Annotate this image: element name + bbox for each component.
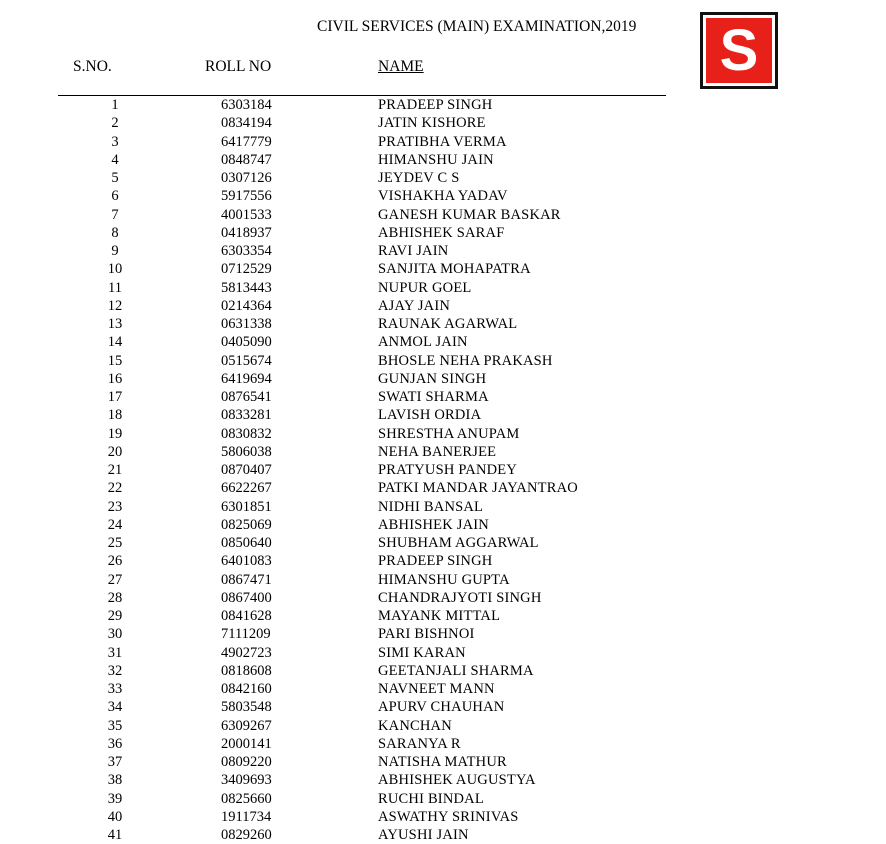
table-row bbox=[0, 625, 886, 643]
table-row bbox=[0, 114, 886, 132]
row-roll-no: 0809220 bbox=[221, 754, 272, 770]
row-sno: 8 bbox=[111, 224, 119, 241]
row-roll-no: 5806038 bbox=[221, 443, 272, 460]
row-sno: 17 bbox=[107, 389, 123, 405]
row-name: RAUNAK AGARWAL bbox=[378, 316, 518, 332]
row-name: SARANYA R bbox=[378, 735, 461, 752]
table-row bbox=[0, 242, 886, 260]
row-sno: 26 bbox=[107, 553, 123, 570]
row-name: SHRESTHA ANUPAM bbox=[378, 425, 520, 442]
row-sno: 5 bbox=[111, 170, 119, 186]
row-roll-no: 4001533 bbox=[221, 206, 272, 223]
row-name: NATISHA MATHUR bbox=[378, 754, 507, 770]
row-sno: 40 bbox=[107, 808, 123, 825]
row-sno: 9 bbox=[111, 243, 119, 259]
row-roll-no: 3409693 bbox=[221, 772, 272, 789]
row-roll-no: 0833281 bbox=[221, 407, 272, 424]
row-sno: 6 bbox=[111, 188, 119, 205]
row-name: NUPUR GOEL bbox=[378, 279, 472, 296]
row-name: NAVNEET MANN bbox=[378, 681, 495, 697]
table-row bbox=[0, 461, 886, 479]
row-name: CHANDRAJYOTI SINGH bbox=[378, 589, 542, 606]
row-roll-no: 0214364 bbox=[221, 297, 272, 314]
row-roll-no: 0842160 bbox=[221, 681, 272, 697]
row-name: PRATYUSH PANDEY bbox=[378, 462, 518, 478]
row-name: PRATIBHA VERMA bbox=[378, 133, 507, 150]
row-roll-no: 0834194 bbox=[221, 115, 272, 132]
table-row bbox=[0, 151, 886, 169]
row-roll-no: 0515674 bbox=[221, 352, 272, 369]
row-name: APURV CHAUHAN bbox=[378, 699, 505, 716]
table-row bbox=[0, 571, 886, 589]
row-name: AJAY JAIN bbox=[378, 297, 451, 314]
table-row bbox=[0, 370, 886, 388]
row-sno: 20 bbox=[107, 443, 123, 460]
row-name: GUNJAN SINGH bbox=[378, 370, 487, 387]
table-row bbox=[0, 169, 886, 187]
row-roll-no: 6301851 bbox=[221, 498, 272, 515]
table-row bbox=[0, 406, 886, 424]
table-row bbox=[0, 826, 886, 844]
row-sno: 10 bbox=[107, 261, 123, 278]
row-roll-no: 6622267 bbox=[221, 480, 272, 497]
row-sno: 36 bbox=[107, 735, 123, 752]
row-sno: 29 bbox=[107, 608, 123, 624]
row-name: ANMOL JAIN bbox=[378, 334, 468, 351]
row-roll-no: 6303354 bbox=[221, 243, 272, 259]
row-name: VISHAKHA YADAV bbox=[378, 188, 508, 205]
column-header-sno: S.NO. bbox=[73, 58, 112, 75]
table-row bbox=[0, 315, 886, 333]
row-sno: 11 bbox=[108, 279, 122, 296]
row-sno: 7 bbox=[111, 206, 119, 223]
logo-letter: S bbox=[706, 18, 772, 83]
row-roll-no: 0712529 bbox=[221, 261, 272, 278]
row-roll-no: 0818608 bbox=[221, 662, 272, 679]
row-sno: 33 bbox=[107, 681, 123, 697]
row-roll-no: 5917556 bbox=[221, 188, 272, 205]
row-name: AYUSHI JAIN bbox=[378, 827, 469, 843]
row-roll-no: 0867400 bbox=[221, 589, 272, 606]
row-sno: 28 bbox=[107, 589, 123, 606]
row-roll-no: 0418937 bbox=[221, 224, 272, 241]
row-sno: 15 bbox=[107, 352, 123, 369]
row-roll-no: 0830832 bbox=[221, 425, 272, 442]
row-roll-no: 2000141 bbox=[221, 735, 272, 752]
row-sno: 21 bbox=[107, 462, 123, 478]
row-name: LAVISH ORDIA bbox=[378, 407, 482, 424]
table-row bbox=[0, 498, 886, 516]
row-sno: 39 bbox=[107, 790, 123, 807]
row-name: BHOSLE NEHA PRAKASH bbox=[378, 352, 553, 369]
table-row bbox=[0, 662, 886, 680]
row-sno: 34 bbox=[107, 699, 123, 716]
row-roll-no: 0829260 bbox=[221, 827, 272, 843]
row-roll-no: 6401083 bbox=[221, 553, 272, 570]
row-roll-no: 0850640 bbox=[221, 535, 272, 551]
table-row bbox=[0, 808, 886, 826]
row-name: MAYANK MITTAL bbox=[378, 608, 501, 624]
table-row bbox=[0, 698, 886, 716]
row-roll-no: 5813443 bbox=[221, 279, 272, 296]
table-row bbox=[0, 607, 886, 625]
table-row bbox=[0, 534, 886, 552]
table-row bbox=[0, 790, 886, 808]
table-row bbox=[0, 279, 886, 297]
row-name: SWATI SHARMA bbox=[378, 389, 489, 405]
row-roll-no: 6419694 bbox=[221, 370, 272, 387]
row-roll-no: 5803548 bbox=[221, 699, 272, 716]
table-row bbox=[0, 735, 886, 753]
table-row bbox=[0, 552, 886, 570]
row-name: SIMI KARAN bbox=[378, 644, 466, 661]
row-name: PRADEEP SINGH bbox=[378, 97, 493, 113]
row-sno: 18 bbox=[107, 407, 123, 424]
row-sno: 25 bbox=[107, 535, 123, 551]
row-roll-no: 0405090 bbox=[221, 334, 272, 351]
row-roll-no: 7111209 bbox=[221, 626, 271, 643]
table-row bbox=[0, 717, 886, 735]
row-roll-no: 0841628 bbox=[221, 608, 272, 624]
row-sno: 27 bbox=[107, 571, 123, 588]
table-row bbox=[0, 333, 886, 351]
row-name: PRADEEP SINGH bbox=[378, 553, 493, 570]
row-sno: 24 bbox=[107, 516, 123, 533]
row-name: NIDHI BANSAL bbox=[378, 498, 484, 515]
row-roll-no: 0825660 bbox=[221, 790, 272, 807]
row-sno: 38 bbox=[107, 772, 123, 789]
table-row bbox=[0, 206, 886, 224]
row-sno: 23 bbox=[107, 498, 123, 515]
row-name: GEETANJALI SHARMA bbox=[378, 662, 534, 679]
table-row bbox=[0, 644, 886, 662]
results-table-body bbox=[0, 96, 886, 844]
row-sno: 41 bbox=[107, 827, 123, 843]
row-roll-no: 1911734 bbox=[221, 808, 272, 825]
row-name: HIMANSHU JAIN bbox=[378, 151, 494, 168]
table-row bbox=[0, 516, 886, 534]
table-row bbox=[0, 297, 886, 315]
table-row bbox=[0, 589, 886, 607]
table-row bbox=[0, 680, 886, 698]
row-sno: 12 bbox=[107, 297, 123, 314]
table-row bbox=[0, 187, 886, 205]
row-roll-no: 6417779 bbox=[221, 133, 272, 150]
row-sno: 31 bbox=[107, 644, 123, 661]
table-row bbox=[0, 260, 886, 278]
row-roll-no: 0825069 bbox=[221, 516, 272, 533]
row-sno: 3 bbox=[111, 133, 119, 150]
row-roll-no: 0870407 bbox=[221, 462, 272, 478]
row-sno: 13 bbox=[107, 316, 123, 332]
row-sno: 22 bbox=[107, 480, 123, 497]
row-sno: 14 bbox=[107, 334, 123, 351]
table-row bbox=[0, 133, 886, 151]
row-name: HIMANSHU GUPTA bbox=[378, 571, 510, 588]
row-roll-no: 4902723 bbox=[221, 644, 272, 661]
row-name: PARI BISHNOI bbox=[378, 626, 475, 643]
column-header-name: NAME bbox=[378, 58, 424, 75]
row-name: SANJITA MOHAPATRA bbox=[378, 261, 531, 278]
table-row bbox=[0, 479, 886, 497]
column-header-roll: ROLL NO bbox=[205, 58, 272, 75]
row-sno: 35 bbox=[107, 717, 123, 734]
row-roll-no: 0631338 bbox=[221, 316, 272, 332]
row-roll-no: 0867471 bbox=[221, 571, 272, 588]
row-name: GANESH KUMAR BASKAR bbox=[378, 206, 561, 223]
row-sno: 30 bbox=[107, 626, 123, 643]
row-roll-no: 0848747 bbox=[221, 151, 272, 168]
row-roll-no: 0876541 bbox=[221, 389, 272, 405]
table-row bbox=[0, 425, 886, 443]
row-roll-no: 6303184 bbox=[221, 97, 272, 113]
row-name: RAVI JAIN bbox=[378, 243, 449, 259]
table-row bbox=[0, 352, 886, 370]
row-roll-no: 6309267 bbox=[221, 717, 272, 734]
table-row bbox=[0, 388, 886, 406]
row-sno: 1 bbox=[111, 97, 119, 113]
row-roll-no: 0307126 bbox=[221, 170, 272, 186]
row-sno: 32 bbox=[107, 662, 123, 679]
row-sno: 16 bbox=[107, 370, 123, 387]
row-name: SHUBHAM AGGARWAL bbox=[378, 535, 539, 551]
row-name: ABHISHEK JAIN bbox=[378, 516, 489, 533]
row-name: NEHA BANERJEE bbox=[378, 443, 497, 460]
document-title: CIVIL SERVICES (MAIN) EXAMINATION,2019 bbox=[317, 18, 637, 35]
row-name: ABHISHEK AUGUSTYA bbox=[378, 772, 536, 789]
table-row bbox=[0, 96, 886, 114]
row-name: JATIN KISHORE bbox=[378, 115, 486, 132]
row-sno: 4 bbox=[111, 151, 119, 168]
table-row bbox=[0, 771, 886, 789]
row-name: RUCHI BINDAL bbox=[378, 790, 484, 807]
table-row bbox=[0, 224, 886, 242]
row-name: JEYDEV C S bbox=[378, 170, 460, 186]
table-row bbox=[0, 443, 886, 461]
row-sno: 2 bbox=[111, 115, 119, 132]
row-name: ASWATHY SRINIVAS bbox=[378, 808, 519, 825]
row-name: ABHISHEK SARAF bbox=[378, 224, 505, 241]
row-name: KANCHAN bbox=[378, 717, 452, 734]
row-sno: 19 bbox=[107, 425, 123, 442]
row-sno: 37 bbox=[107, 754, 123, 770]
table-row bbox=[0, 753, 886, 771]
row-name: PATKI MANDAR JAYANTRAO bbox=[378, 480, 578, 497]
site-logo[interactable] bbox=[700, 12, 778, 89]
